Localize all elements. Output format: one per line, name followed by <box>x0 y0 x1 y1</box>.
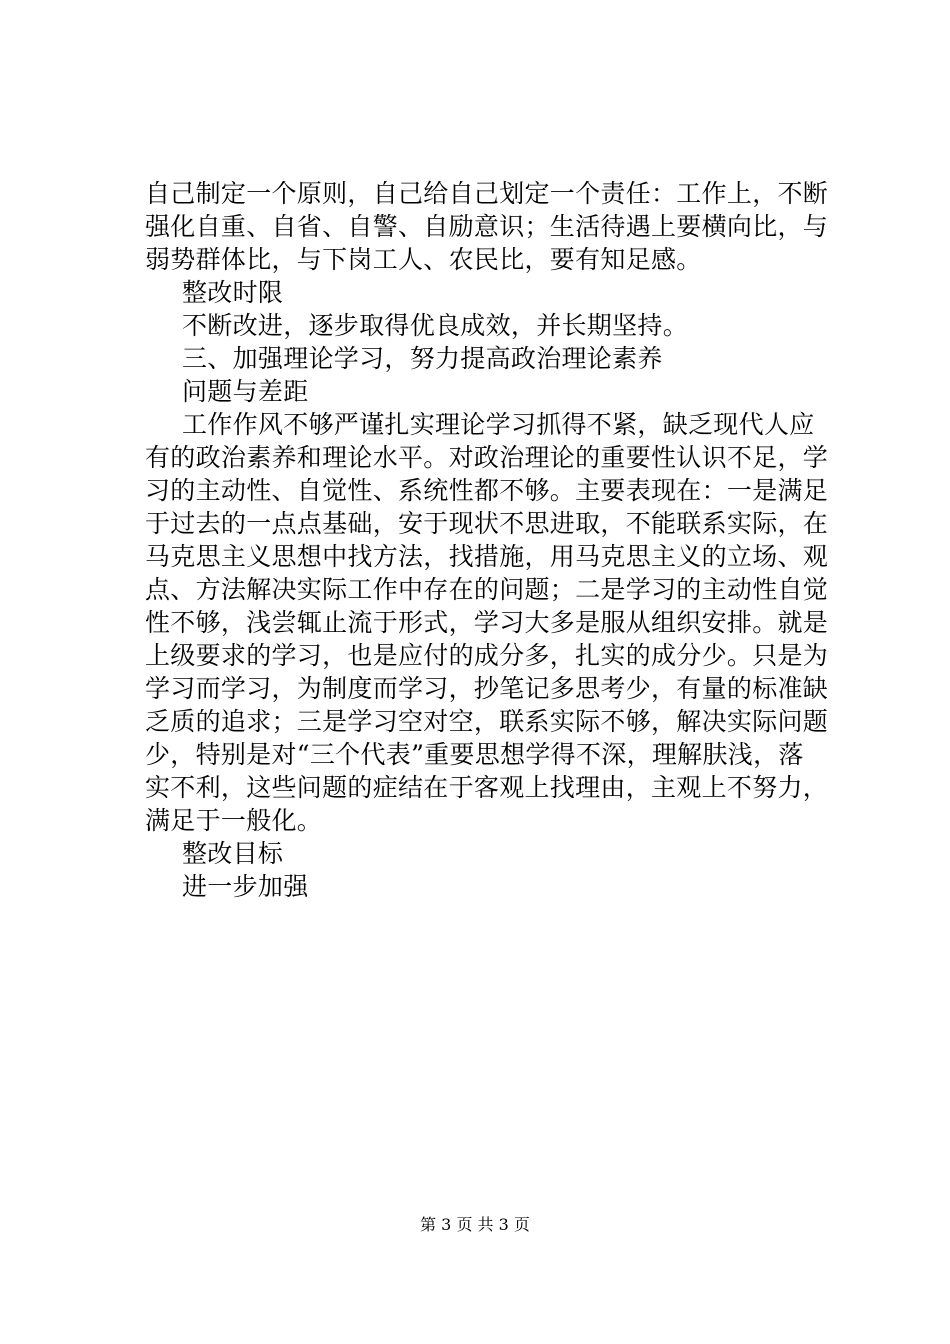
section-heading: 三、加强理论学习，努力提高政治理论素养 <box>182 344 663 373</box>
body-text-line: 强化自重、自省、自警、自励意识；生活待遇上要横向比，与 <box>145 212 829 241</box>
body-text-line: 实不利，这些问题的症结在于客观上找理由，主观上不努力， <box>145 773 829 802</box>
body-text-line: 上级要求的学习，也是应付的成分多，扎实的成分少。只是为 <box>145 641 829 670</box>
section-heading: 整改时限 <box>182 278 284 307</box>
body-text-line: 于过去的一点点基础，安于现状不思进取，不能联系实际，在 <box>145 509 829 538</box>
body-text-line: 自己制定一个原则，自己给自己划定一个责任：工作上，不断 <box>145 179 829 208</box>
page-number-footer: 第 3 页 共 3 页 <box>420 1215 530 1234</box>
body-text-line: 弱势群体比，与下岗工人、农民比，要有知足感。 <box>145 245 702 274</box>
body-text-line: 性不够，浅尝辄止流于形式，学习大多是服从组织安排。就是 <box>145 608 829 637</box>
body-text-line: 进一步加强 <box>182 872 309 901</box>
body-text-line: 习的主动性、自觉性、系统性都不够。主要表现在：一是满足 <box>145 476 829 505</box>
body-text-line: 有的政治素养和理论水平。对政治理论的重要性认识不足，学 <box>145 443 829 472</box>
section-heading: 整改目标 <box>182 839 284 868</box>
section-heading: 问题与差距 <box>182 377 309 406</box>
body-text-line: 点、方法解决实际工作中存在的问题；二是学习的主动性自觉 <box>145 575 829 604</box>
body-text-line: 少，特别是对“三个代表”重要思想学得不深，理解肤浅，落 <box>145 740 804 769</box>
body-text-line: 乏质的追求；三是学习空对空，联系实际不够，解决实际问题 <box>145 707 829 736</box>
body-text-line: 满足于一般化。 <box>145 806 323 835</box>
body-text-line: 工作作风不够严谨扎实理论学习抓得不紧，缺乏现代人应 <box>182 410 815 439</box>
body-text-line: 不断改进，逐步取得优良成效，并长期坚持。 <box>182 311 689 340</box>
body-text-line: 学习而学习，为制度而学习，抄笔记多思考少，有量的标准缺 <box>145 674 829 703</box>
body-text-line: 马克思主义思想中找方法，找措施，用马克思主义的立场、观 <box>145 542 829 571</box>
